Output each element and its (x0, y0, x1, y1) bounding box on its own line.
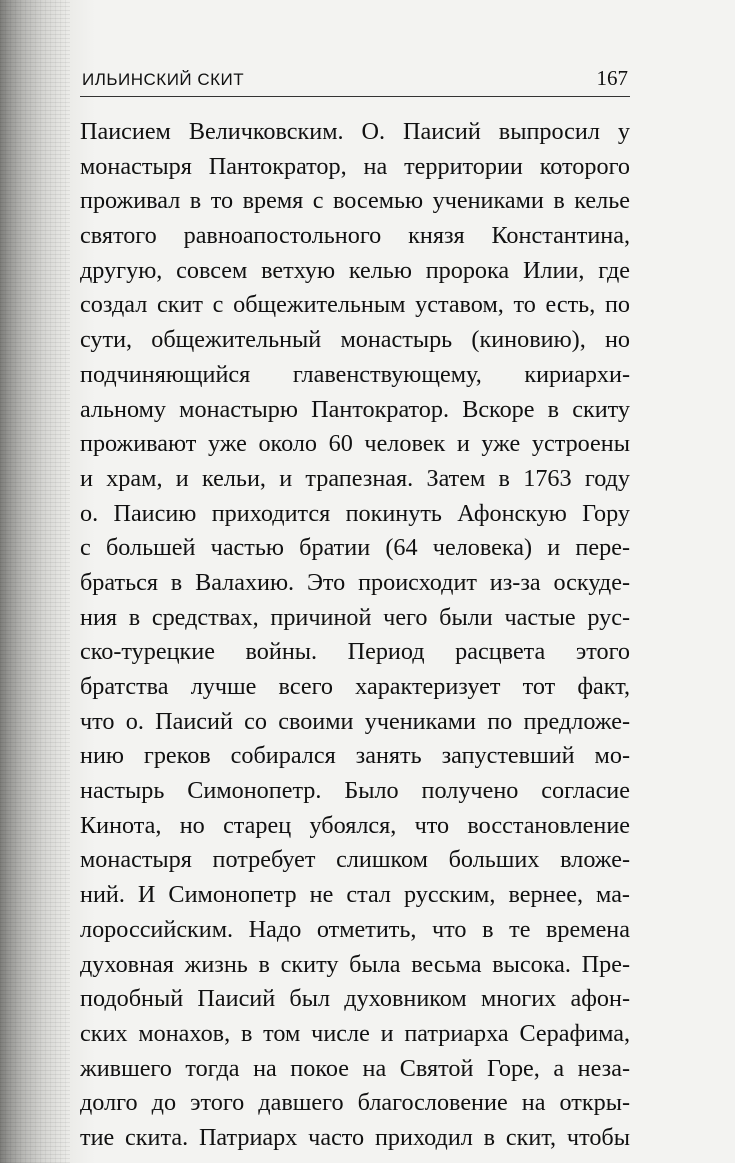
text-line: подобный Паисий был духовником многих афон- (80, 985, 630, 1013)
text-line: ний. И Симонопетр не стал русским, вернее, ма- (80, 881, 630, 909)
text-line: что о. Паисий со своими учениками по предложе- (80, 707, 630, 735)
text-line: ния в средствах, причиной чего были частые рус- (80, 603, 630, 631)
text-line: духовная жизнь в скиту была весьма высока. Пре- (80, 950, 630, 978)
text-line: нию греков собирался занять запустевший мо- (80, 742, 630, 770)
text-line: другую, совсем ветхую келью пророка Илии, где (80, 256, 630, 284)
text-line: Паисием Величковским. О. Паисий выпросил у (80, 118, 630, 145)
text-line: проживал в то время с восемью учениками в келье (80, 187, 630, 215)
text-line: подчиняющийся главенствующему, кириархи- (80, 360, 630, 388)
body-text (80, 115, 630, 1156)
text-line: альному монастырю Пантократор. Вскоре в скиту (80, 395, 630, 423)
text-line: монастыря потребует слишком больших вложе- (80, 846, 630, 874)
page-number: 167 (596, 66, 628, 90)
running-title: ИЛЬИНСКИЙ СКИТ (82, 70, 245, 89)
text-line: проживают уже около 60 человек и уже устроены (80, 430, 630, 458)
text-line: монастыря Пантократор, на территории которого (80, 152, 630, 180)
text-line: ско-турецкие войны. Период расцвета этого (80, 638, 630, 666)
text-line: Кинота, но старец убоялся, что восстановление (80, 811, 630, 839)
text-line: настырь Симонопетр. Было получено согласие (80, 777, 630, 805)
running-head (80, 60, 630, 97)
text-line: сути, общежительный монастырь (киновию), но (80, 326, 630, 354)
text-line: с большей частью братии (64 человека) и пере- (80, 534, 630, 562)
text-line: жившего тогда на покое на Святой Горе, а неза- (80, 1054, 630, 1082)
text-line: лороссийским. Надо отметить, что в те времена (80, 915, 630, 943)
text-line: братства лучше всего характеризует тот факт, (80, 673, 630, 700)
text-line: ских монахов, в том числе и патриарха Серафима, (80, 1019, 630, 1047)
text-line: тие скита. Патриарх часто приходил в скит, чтобы (80, 1123, 630, 1151)
text-line: святого равноапостольного князя Константина, (80, 222, 630, 250)
text-line: и храм, и кельи, и трапезная. Затем в 1763 году (80, 464, 630, 492)
book-page (80, 60, 630, 1156)
text-line: браться в Валахию. Это происходит из-за оскуде- (80, 568, 630, 596)
binding-speckle (0, 0, 70, 1163)
text-line: создал скит с общежительным уставом, то есть, по (80, 291, 630, 319)
text-line: долго до этого давшего благословение на откры- (80, 1089, 630, 1117)
text-line: о. Паисию приходится покинуть Афонскую Гору (80, 499, 630, 527)
